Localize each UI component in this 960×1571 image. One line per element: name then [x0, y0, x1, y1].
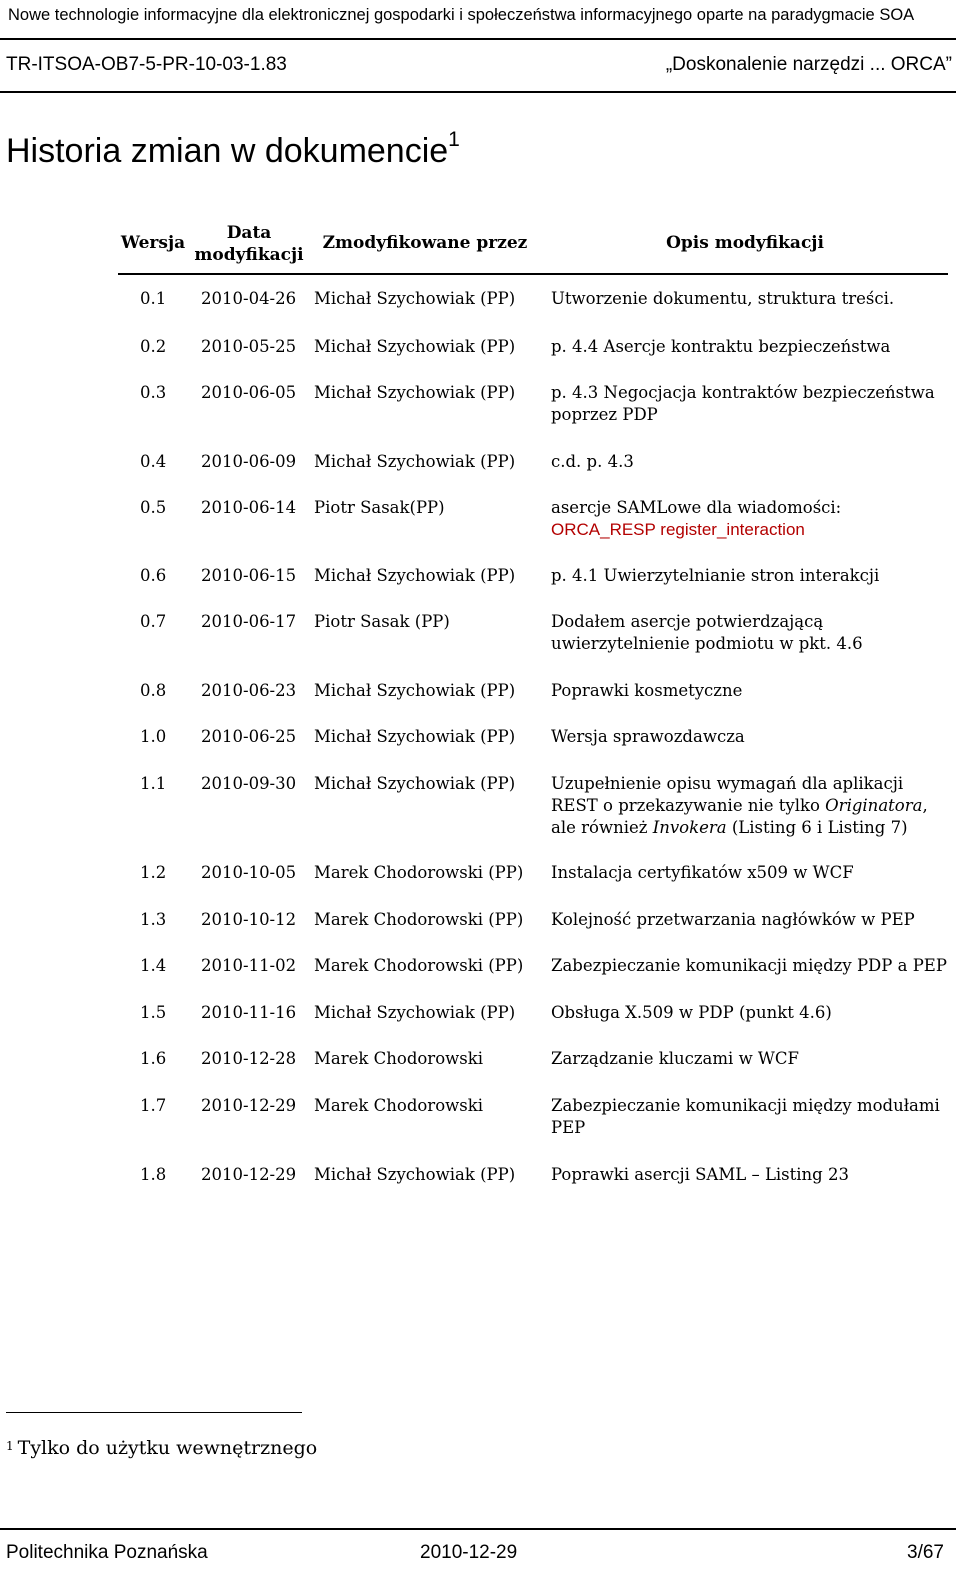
row-date: 2010-06-25: [201, 727, 297, 746]
row-author: Piotr Sasak(PP): [314, 498, 445, 517]
page-title-text: Historia zmian w dokumencie: [6, 132, 449, 170]
row-description-text: Instalacja certyfikatów x509 w WCF: [551, 863, 854, 882]
row-description-code: ORCA_RESP register_interaction: [551, 520, 805, 539]
row-author: Michał Szychowiak (PP): [314, 1165, 516, 1184]
row-author: Michał Szychowiak (PP): [314, 681, 516, 700]
row-description: [551, 497, 951, 541]
row-author: Marek Chodorowski (PP): [314, 910, 524, 929]
row-date: 2010-06-17: [201, 612, 297, 631]
row-description-text: Wersja sprawozdawcza: [551, 727, 745, 746]
row-date: 2010-05-25: [201, 337, 297, 356]
row-date: 2010-10-05: [201, 863, 297, 882]
row-description-part: Originatora: [825, 796, 923, 815]
row-version: 1.1: [140, 774, 167, 793]
row-description: [551, 955, 951, 977]
row-description-text: Utworzenie dokumentu, struktura treści.: [551, 289, 895, 308]
row-version: 1.2: [140, 863, 167, 882]
row-description: [551, 1164, 951, 1186]
row-description: [551, 862, 951, 884]
row-description: [551, 1095, 951, 1139]
row-description: [551, 611, 951, 655]
row-date: 2010-06-23: [201, 681, 297, 700]
row-description-text: Obsługa X.509 w PDP (punkt 4.6): [551, 1003, 832, 1022]
footnote: [6, 1437, 317, 1459]
row-description-part: Uzupełnienie opisu wymagań dla aplikacji REST o przekazywanie nie tylko: [551, 774, 904, 815]
footnote-ref: 1: [448, 128, 460, 151]
row-date: 2010-09-30: [201, 774, 297, 793]
row-description-text: Dodałem asercje potwierdzającą uwierzytelnienie podmiotu w pkt. 4.6: [551, 612, 863, 653]
row-author: Marek Chodorowski: [314, 1096, 483, 1115]
row-author: Michał Szychowiak (PP): [314, 1003, 516, 1022]
row-author: Marek Chodorowski: [314, 1049, 483, 1068]
footer-institution: Politechnika Poznańska: [6, 1542, 208, 1563]
row-date: 2010-10-12: [201, 910, 297, 929]
row-date: 2010-06-15: [201, 566, 297, 585]
col-header-date: [190, 222, 308, 266]
row-version: 1.0: [140, 727, 167, 746]
row-date: 2010-11-02: [201, 956, 297, 975]
row-version: 0.2: [140, 337, 167, 356]
footnote-divider: [6, 1412, 302, 1413]
row-author: Marek Chodorowski (PP): [314, 956, 524, 975]
col-header-description: Opis modyfikacji: [666, 233, 824, 253]
row-version: 0.4: [140, 452, 167, 471]
row-version: 1.5: [140, 1003, 167, 1022]
row-date: 2010-12-29: [201, 1165, 297, 1184]
row-author: Michał Szychowiak (PP): [314, 383, 516, 402]
row-description-text: Poprawki kosmetyczne: [551, 681, 743, 700]
row-author: Michał Szychowiak (PP): [314, 289, 516, 308]
row-description-text: Zabezpieczanie komunikacji między modułami PEP: [551, 1096, 940, 1137]
row-date: 2010-11-16: [201, 1003, 297, 1022]
row-description-text: Poprawki asercji SAML – Listing 23: [551, 1165, 849, 1184]
row-version: 0.5: [140, 498, 167, 517]
document-code: TR-ITSOA-OB7-5-PR-10-03-1.83: [6, 54, 287, 75]
footer-divider: [0, 1528, 956, 1530]
footnote-text: Tylko do użytku wewnętrznego: [17, 1437, 318, 1459]
footnote-number: 1: [6, 1439, 14, 1453]
row-description: [551, 382, 951, 426]
row-description-text: asercje SAMLowe dla wiadomości:: [551, 498, 842, 517]
row-description-text: Zarządzanie kluczami w WCF: [551, 1049, 799, 1068]
row-description-text: p. 4.4 Asercje kontraktu bezpieczeństwa: [551, 337, 891, 356]
row-author: Michał Szychowiak (PP): [314, 566, 516, 585]
row-description-part: (Listing 6 i Listing 7): [726, 818, 908, 837]
row-version: 0.3: [140, 383, 167, 402]
footer-page-number: 3/67: [907, 1542, 944, 1563]
col-header-date-line1: Data: [226, 223, 272, 243]
row-description-text: Kolejność przetwarzania nagłówków w PEP: [551, 910, 915, 929]
row-version: 1.3: [140, 910, 167, 929]
row-description: [551, 773, 951, 839]
row-author: Michał Szychowiak (PP): [314, 452, 516, 471]
row-description: [551, 565, 951, 587]
row-author: Michał Szychowiak (PP): [314, 727, 516, 746]
row-date: 2010-04-26: [201, 289, 297, 308]
row-version: 0.7: [140, 612, 167, 631]
col-header-date-line2: modyfikacji: [194, 245, 304, 265]
row-version: 0.8: [140, 681, 167, 700]
row-version: 1.7: [140, 1096, 167, 1115]
row-description: [551, 726, 951, 748]
row-author: Marek Chodorowski (PP): [314, 863, 524, 882]
row-description: [551, 1048, 951, 1070]
footer-date: 2010-12-29: [420, 1542, 518, 1563]
row-author: Piotr Sasak (PP): [314, 612, 450, 631]
row-date: 2010-12-28: [201, 1049, 297, 1068]
row-description: [551, 680, 951, 702]
row-version: 1.8: [140, 1165, 167, 1184]
table-header-rule: [118, 273, 948, 275]
row-author: Michał Szychowiak (PP): [314, 337, 516, 356]
row-description: [551, 336, 951, 358]
row-author: Michał Szychowiak (PP): [314, 774, 516, 793]
row-description-text: Zabezpieczanie komunikacji między PDP a PEP: [551, 956, 947, 975]
row-version: 1.6: [140, 1049, 167, 1068]
row-description-part: Invokera: [652, 818, 727, 837]
row-date: 2010-12-29: [201, 1096, 297, 1115]
header-divider-2: [0, 91, 956, 93]
row-version: 1.4: [140, 956, 167, 975]
row-description: [551, 1002, 951, 1024]
row-description: [551, 909, 951, 931]
row-date: 2010-06-14: [201, 498, 297, 517]
row-description-part: , ale również: [551, 796, 928, 837]
row-date: 2010-06-05: [201, 383, 297, 402]
header-divider: [0, 38, 956, 40]
project-title: Nowe technologie informacyjne dla elektronicznej gospodarki i społeczeństwa informacyjnego oparte na paradygmacie SOA: [8, 6, 915, 24]
row-description-text: p. 4.1 Uwierzytelnianie stron interakcji: [551, 566, 880, 585]
document-title: „Doskonalenie narzędzi ... ORCA”: [665, 54, 952, 75]
row-version: 0.6: [140, 566, 167, 585]
row-description-text: p. 4.3 Negocjacja kontraktów bezpieczeństwa poprzez PDP: [551, 383, 935, 424]
page-title: [6, 128, 460, 171]
row-version: 0.1: [140, 289, 167, 308]
row-description-text: c.d. p. 4.3: [551, 452, 634, 471]
row-description: [551, 451, 951, 473]
col-header-author: Zmodyfikowane przez: [322, 233, 528, 253]
row-date: 2010-06-09: [201, 452, 297, 471]
row-description: [551, 288, 951, 310]
col-header-version: Wersja: [120, 233, 186, 253]
